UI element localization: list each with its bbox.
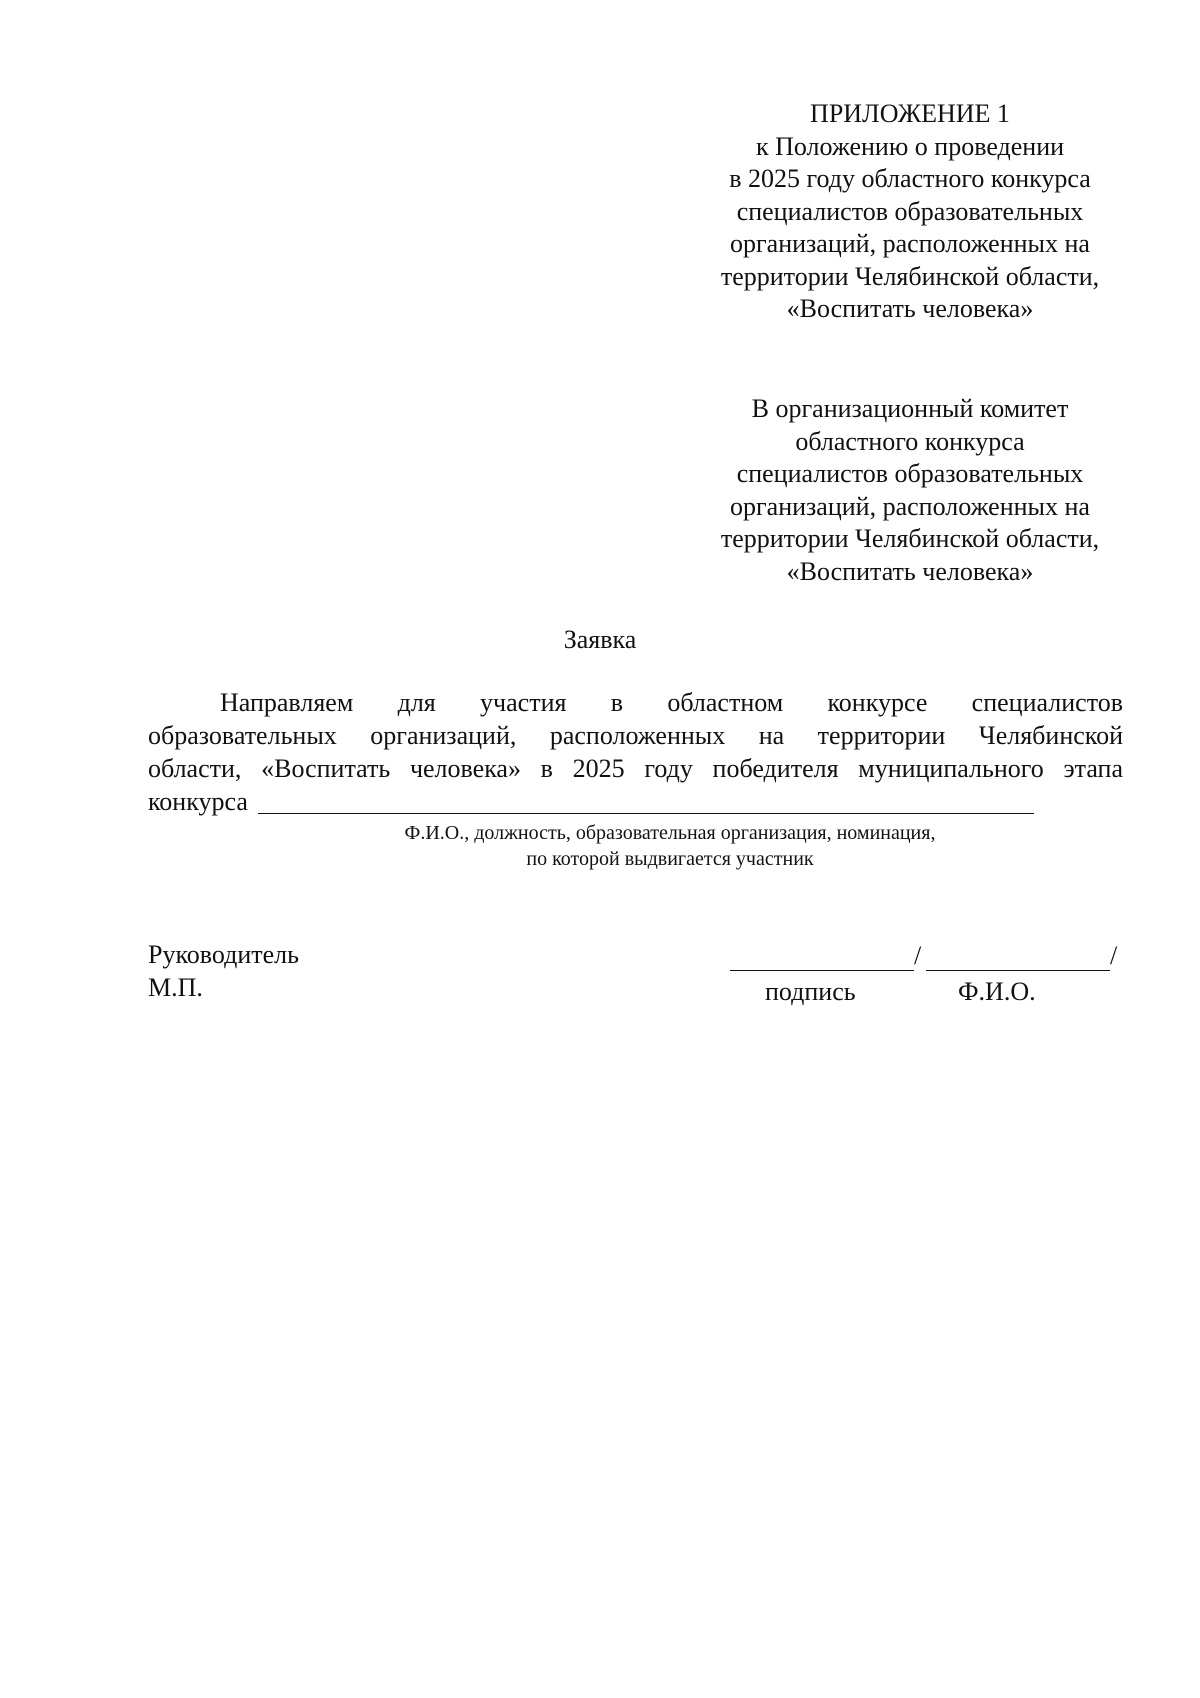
- appendix-line: ПРИЛОЖЕНИЕ 1: [810, 99, 1010, 128]
- signature-separator: /: [1110, 941, 1118, 970]
- addressee-line: В организационный комитет: [751, 394, 1069, 423]
- appendix-line: в 2025 году областного конкурса: [729, 164, 1091, 193]
- stamp-label: М.П.: [148, 973, 203, 1002]
- nominee-hint: Ф.И.О., должность, образовательная организация, номинация,: [404, 822, 936, 844]
- addressee-block: [690, 393, 1130, 588]
- appendix-line: «Воспитать человека»: [786, 294, 1034, 323]
- name-fill-line[interactable]: [926, 970, 1110, 971]
- appendix-line: к Положению о проведении: [755, 131, 1065, 161]
- signature-fill-line[interactable]: [730, 970, 914, 971]
- addressee-line: организаций, расположенных на: [730, 491, 1090, 521]
- nominee-fill-line[interactable]: [258, 813, 1034, 814]
- appendix-line: территории Челябинской области,: [720, 261, 1100, 291]
- head-label: Руководитель: [148, 940, 299, 969]
- body-line: образовательных организаций, расположенных на территории Челябинской: [148, 721, 1123, 750]
- body-line: Направляем для участия в областном конкурсе специалистов: [220, 688, 1123, 717]
- addressee-line: специалистов образовательных: [736, 459, 1084, 488]
- document-title: Заявка: [563, 625, 637, 654]
- addressee-line: «Воспитать человека»: [786, 556, 1034, 586]
- body-line: области, «Воспитать человека» в 2025 году победителя муниципального этапа: [148, 754, 1123, 783]
- addressee-line: областного конкурса: [795, 426, 1025, 456]
- appendix-line: организаций, расположенных на: [730, 229, 1090, 258]
- appendix-line: специалистов образовательных: [736, 196, 1084, 226]
- appendix-header: [690, 98, 1130, 326]
- addressee-line: территории Челябинской области,: [720, 524, 1100, 553]
- nominee-hint: по которой выдвигается участник: [526, 848, 814, 870]
- signature-separator: /: [914, 941, 922, 970]
- body-line: конкурса: [148, 787, 248, 816]
- signature-caption: подпись: [765, 977, 856, 1006]
- name-caption: Ф.И.О.: [958, 977, 1036, 1006]
